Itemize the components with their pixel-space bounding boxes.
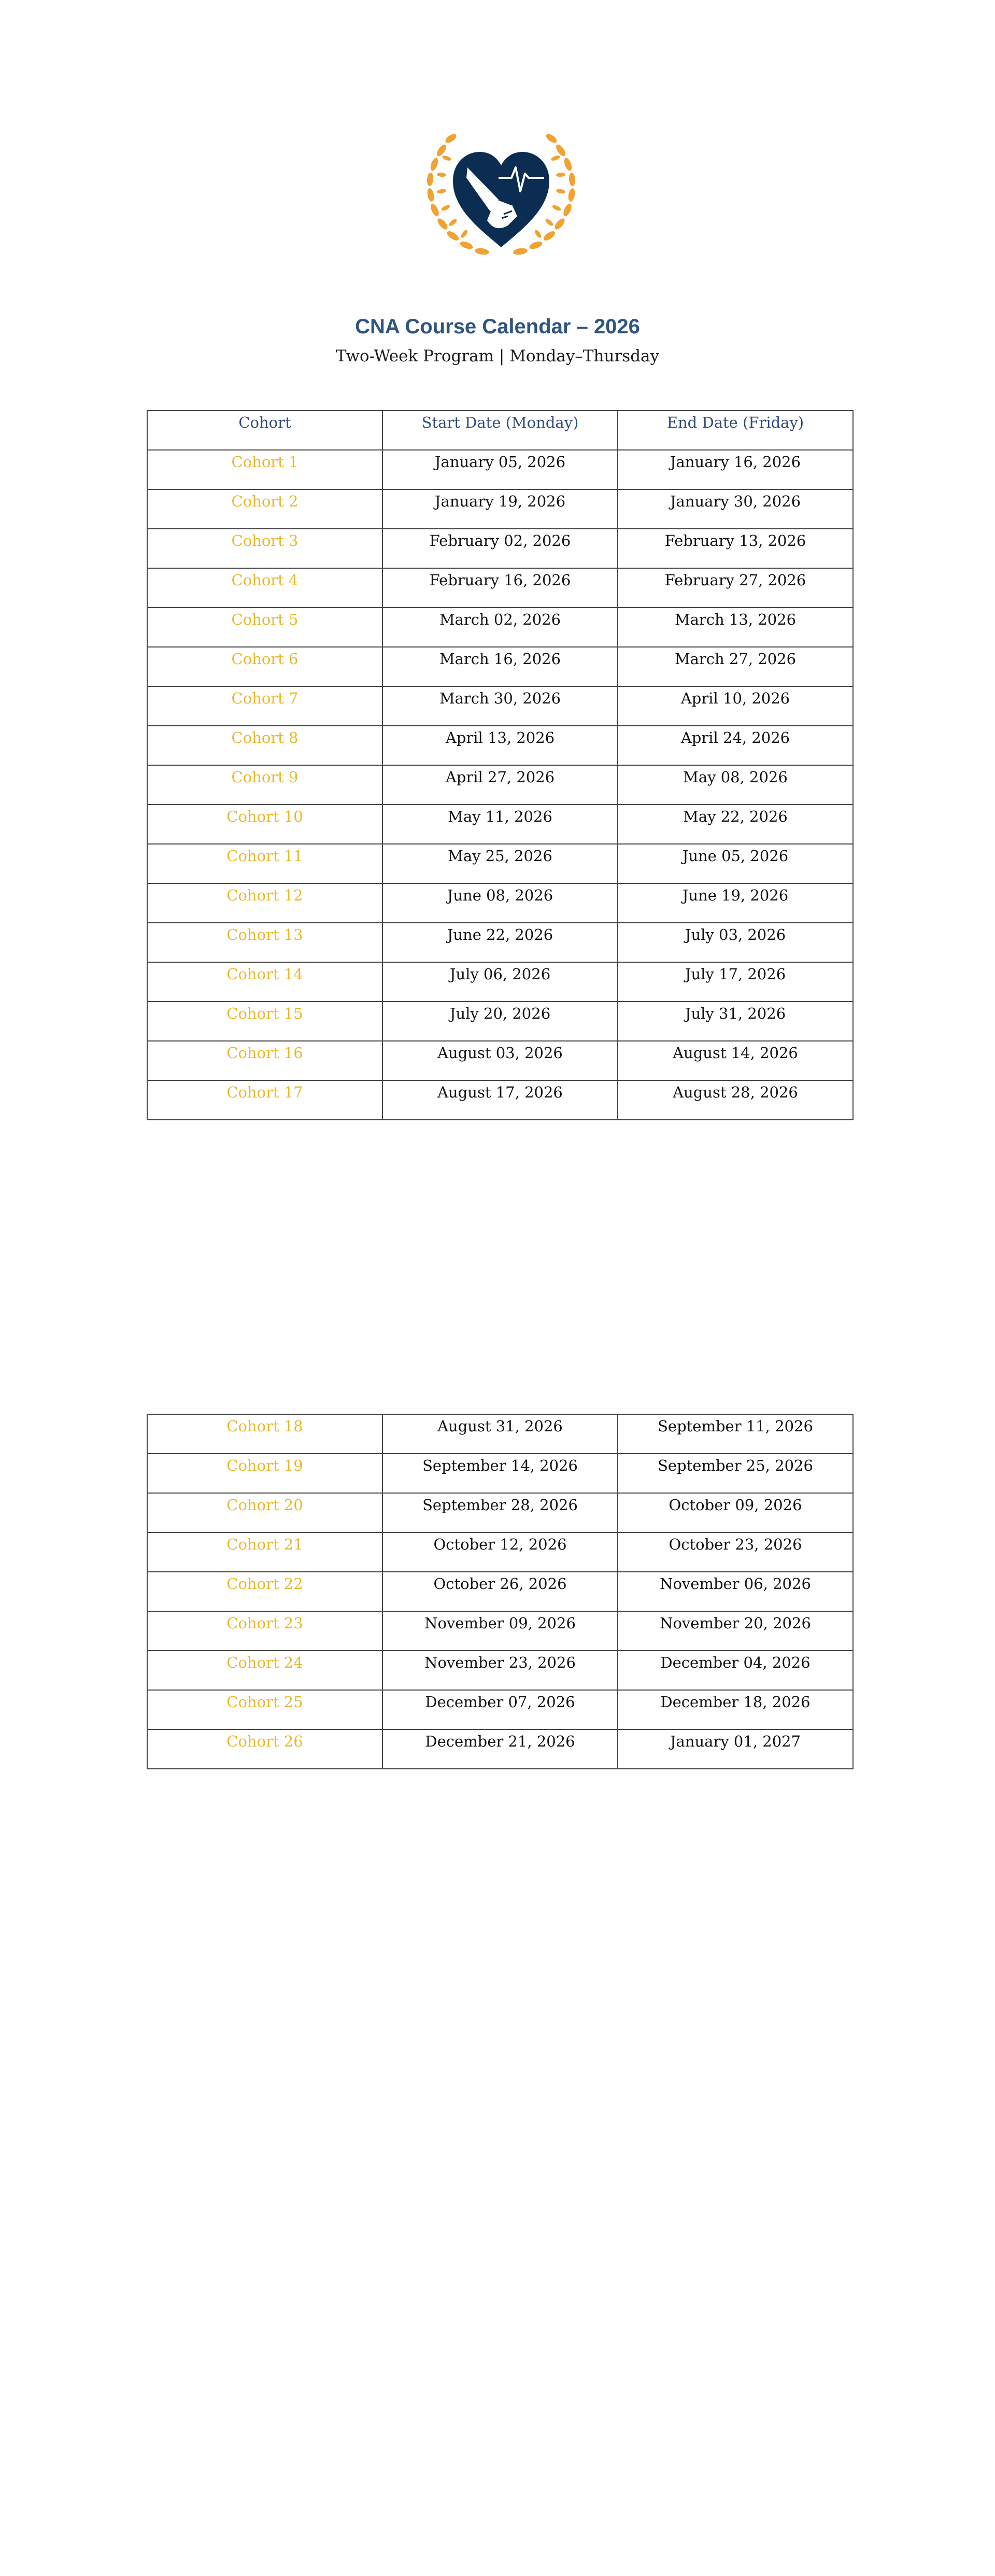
cohort-schedule-table (147, 410, 854, 1120)
end-date-cell: August 28, 2026 (618, 1080, 853, 1120)
cohort-schedule-table-continued (147, 1414, 854, 1769)
start-date-cell: March 16, 2026 (382, 647, 618, 686)
table-row (147, 1493, 853, 1532)
end-date-cell: January 16, 2026 (618, 450, 853, 489)
column-header-cohort: Cohort (147, 411, 382, 450)
start-date-cell: March 30, 2026 (382, 686, 618, 726)
cohort-cell: Cohort 3 (147, 529, 382, 568)
end-date-cell: October 23, 2026 (618, 1532, 853, 1572)
table-row (147, 726, 853, 765)
end-date-cell: September 11, 2026 (618, 1414, 853, 1454)
table-row (147, 1729, 853, 1769)
start-date-cell: December 21, 2026 (382, 1729, 618, 1769)
table-row (147, 647, 853, 686)
document-title: CNA Course Calendar – 2026 (355, 315, 640, 338)
cohort-cell: Cohort 2 (147, 489, 382, 529)
cohort-cell: Cohort 14 (147, 962, 382, 1002)
cohort-cell: Cohort 19 (147, 1454, 382, 1493)
start-date-cell: June 22, 2026 (382, 923, 618, 962)
table-row (147, 805, 853, 844)
end-date-cell: January 01, 2027 (618, 1729, 853, 1769)
end-date-cell: August 14, 2026 (618, 1041, 853, 1080)
cohort-cell: Cohort 25 (147, 1690, 382, 1729)
end-date-cell: February 27, 2026 (618, 568, 853, 608)
end-date-cell: March 13, 2026 (618, 608, 853, 647)
end-date-cell: February 13, 2026 (618, 529, 853, 568)
cohort-cell: Cohort 1 (147, 450, 382, 489)
end-date-cell: November 06, 2026 (618, 1572, 853, 1611)
cohort-cell: Cohort 15 (147, 1002, 382, 1041)
end-date-cell: January 30, 2026 (618, 489, 853, 529)
end-date-cell: May 08, 2026 (618, 765, 853, 805)
table-row (147, 1611, 853, 1651)
table-row (147, 1572, 853, 1611)
table-row (147, 1414, 853, 1454)
end-date-cell: July 17, 2026 (618, 962, 853, 1002)
cohort-cell: Cohort 17 (147, 1080, 382, 1120)
end-date-cell: December 04, 2026 (618, 1651, 853, 1690)
table-row (147, 489, 853, 529)
table-row (147, 450, 853, 489)
document-subtitle: Two-Week Program | Monday–Thursday (335, 347, 660, 365)
cohort-cell: Cohort 22 (147, 1572, 382, 1611)
start-date-cell: September 14, 2026 (382, 1454, 618, 1493)
start-date-cell: November 23, 2026 (382, 1651, 618, 1690)
start-date-cell: February 02, 2026 (382, 529, 618, 568)
start-date-cell: November 09, 2026 (382, 1611, 618, 1651)
table-row (147, 608, 853, 647)
table-row (147, 1041, 853, 1080)
table-row (147, 686, 853, 726)
cohort-cell: Cohort 16 (147, 1041, 382, 1080)
start-date-cell: October 26, 2026 (382, 1572, 618, 1611)
table-row (147, 1002, 853, 1041)
table-row (147, 923, 853, 962)
start-date-cell: April 13, 2026 (382, 726, 618, 765)
end-date-cell: April 10, 2026 (618, 686, 853, 726)
end-date-cell: March 27, 2026 (618, 647, 853, 686)
cohort-cell: Cohort 12 (147, 883, 382, 923)
start-date-cell: July 06, 2026 (382, 962, 618, 1002)
end-date-cell: June 05, 2026 (618, 844, 853, 883)
start-date-cell: May 25, 2026 (382, 844, 618, 883)
start-date-cell: February 16, 2026 (382, 568, 618, 608)
start-date-cell: August 03, 2026 (382, 1041, 618, 1080)
start-date-cell: April 27, 2026 (382, 765, 618, 805)
cohort-cell: Cohort 6 (147, 647, 382, 686)
column-header-start-date: Start Date (Monday) (382, 411, 618, 450)
end-date-cell: May 22, 2026 (618, 805, 853, 844)
end-date-cell: November 20, 2026 (618, 1611, 853, 1651)
cohort-cell: Cohort 10 (147, 805, 382, 844)
end-date-cell: July 31, 2026 (618, 1002, 853, 1041)
cohort-cell: Cohort 24 (147, 1651, 382, 1690)
table-row (147, 844, 853, 883)
end-date-cell: June 19, 2026 (618, 883, 853, 923)
start-date-cell: October 12, 2026 (382, 1532, 618, 1572)
table-row (147, 568, 853, 608)
cohort-cell: Cohort 8 (147, 726, 382, 765)
table-header-row (147, 411, 853, 450)
cohort-cell: Cohort 5 (147, 608, 382, 647)
end-date-cell: April 24, 2026 (618, 726, 853, 765)
table-row (147, 765, 853, 805)
cohort-cell: Cohort 21 (147, 1532, 382, 1572)
cohort-cell: Cohort 20 (147, 1493, 382, 1532)
table-row (147, 1532, 853, 1572)
cohort-cell: Cohort 9 (147, 765, 382, 805)
cohort-cell: Cohort 7 (147, 686, 382, 726)
heart-handshake-laurel-logo (421, 127, 581, 263)
start-date-cell: September 28, 2026 (382, 1493, 618, 1532)
start-date-cell: August 17, 2026 (382, 1080, 618, 1120)
cohort-cell: Cohort 11 (147, 844, 382, 883)
table-row (147, 1454, 853, 1493)
start-date-cell: July 20, 2026 (382, 1002, 618, 1041)
start-date-cell: December 07, 2026 (382, 1690, 618, 1729)
table-row (147, 962, 853, 1002)
end-date-cell: September 25, 2026 (618, 1454, 853, 1493)
start-date-cell: August 31, 2026 (382, 1414, 618, 1454)
table-row (147, 1080, 853, 1120)
cohort-cell: Cohort 18 (147, 1414, 382, 1454)
start-date-cell: January 19, 2026 (382, 489, 618, 529)
table-row (147, 1690, 853, 1729)
end-date-cell: July 03, 2026 (618, 923, 853, 962)
table-row (147, 1651, 853, 1690)
column-header-end-date: End Date (Friday) (618, 411, 853, 450)
heart-icon (453, 152, 549, 247)
start-date-cell: May 11, 2026 (382, 805, 618, 844)
cohort-cell: Cohort 23 (147, 1611, 382, 1651)
start-date-cell: March 02, 2026 (382, 608, 618, 647)
end-date-cell: December 18, 2026 (618, 1690, 853, 1729)
end-date-cell: October 09, 2026 (618, 1493, 853, 1532)
table-row (147, 529, 853, 568)
cohort-cell: Cohort 26 (147, 1729, 382, 1769)
cohort-cell: Cohort 4 (147, 568, 382, 608)
start-date-cell: January 05, 2026 (382, 450, 618, 489)
start-date-cell: June 08, 2026 (382, 883, 618, 923)
cohort-cell: Cohort 13 (147, 923, 382, 962)
table-row (147, 883, 853, 923)
